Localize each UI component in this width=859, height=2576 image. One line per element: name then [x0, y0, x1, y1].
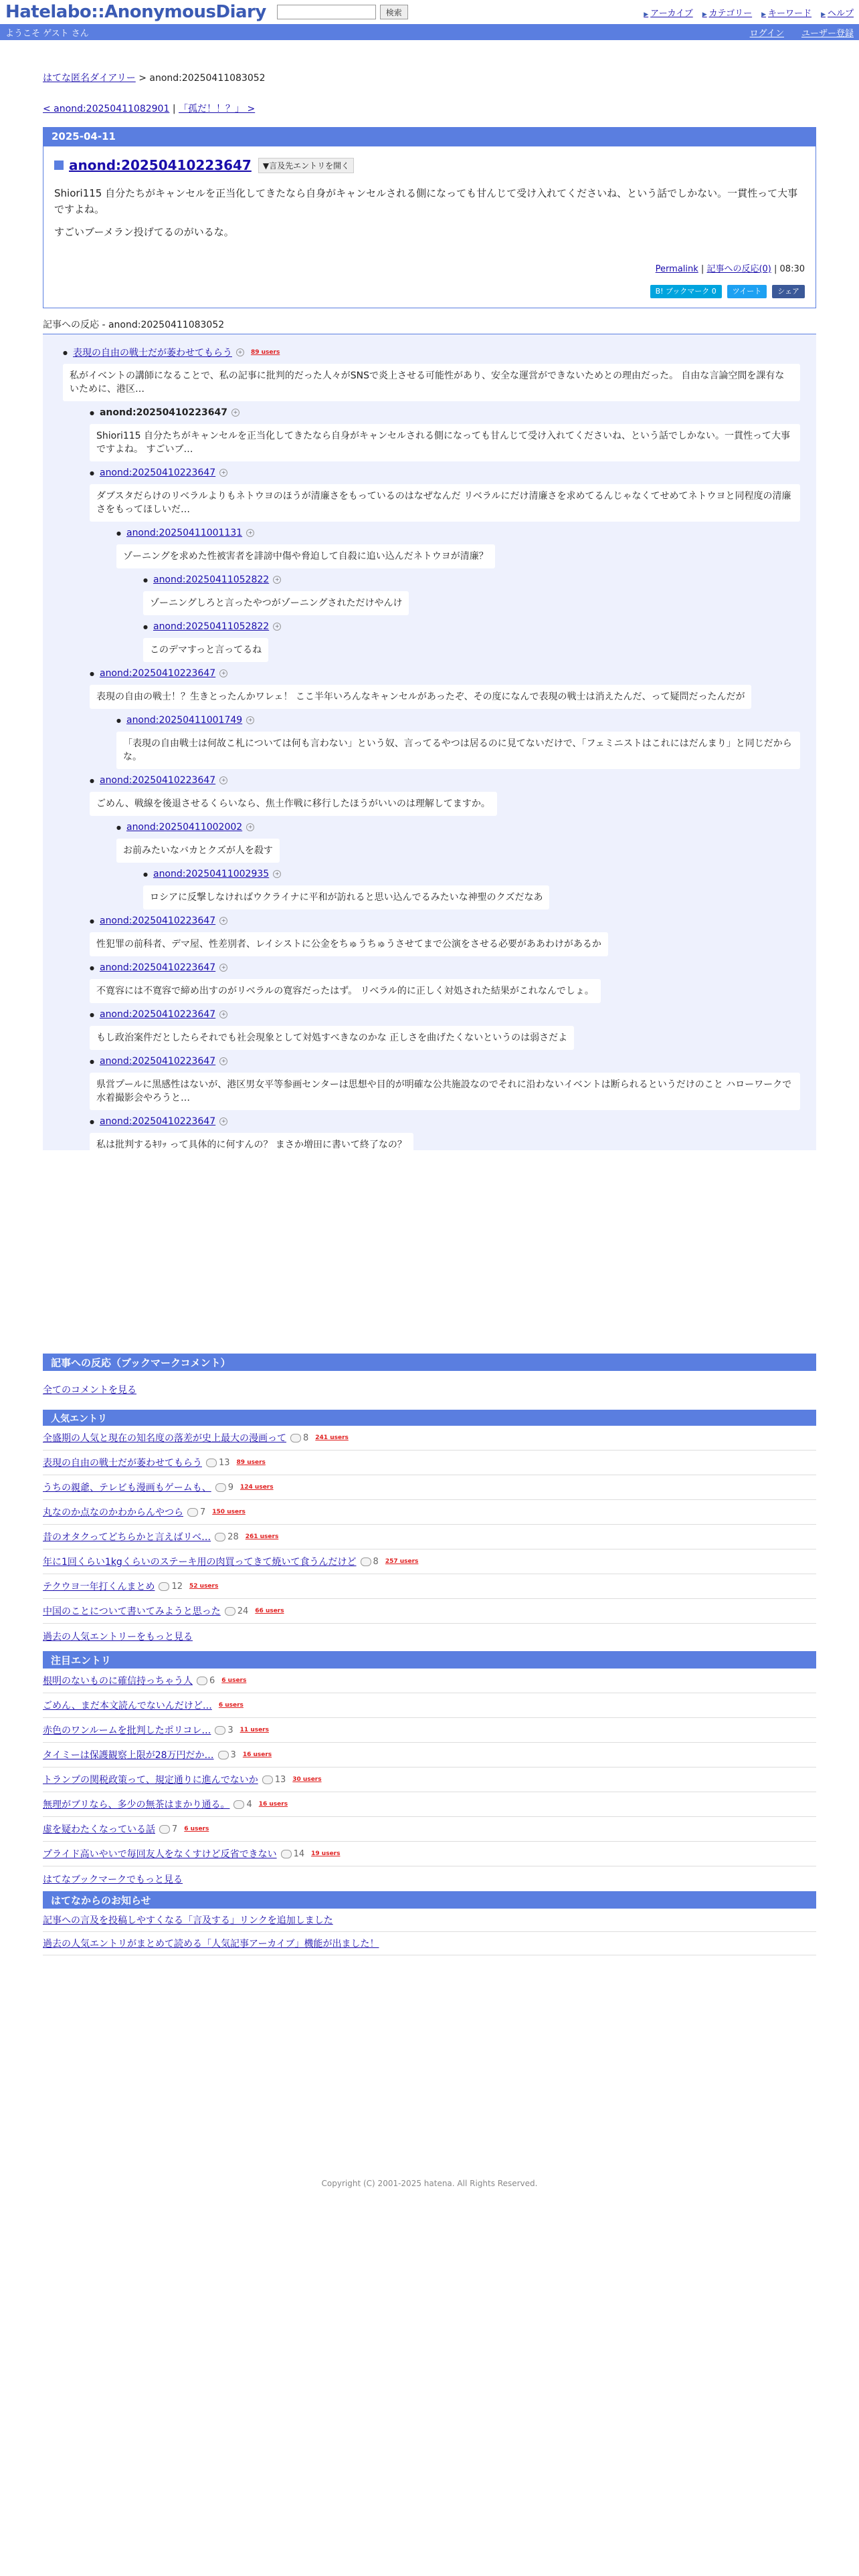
reaction-title[interactable]: ● anond:20250411002935	[153, 869, 270, 879]
comment-icon: 14	[281, 1849, 305, 1859]
reactions-label: 記事への反応 - anond:20250411083052	[43, 318, 816, 334]
breadcrumb	[43, 71, 816, 84]
users-badge[interactable]: 257 users	[385, 1558, 419, 1565]
reaction-item	[143, 619, 800, 662]
expand-icon[interactable]: +	[236, 348, 244, 356]
comment-icon: 28	[215, 1532, 239, 1542]
notable-title: 注目エントリ	[43, 1651, 816, 1669]
reaction-title[interactable]: ● anond:20250411001749	[126, 715, 243, 726]
users-badge[interactable]: 66 users	[255, 1608, 284, 1614]
site-header	[0, 0, 859, 24]
nav-category[interactable]: ▶ カテゴリー	[702, 6, 752, 19]
entry-list-item	[43, 1743, 816, 1767]
hatena-bookmark-button[interactable]: B! ブックマーク 0	[650, 285, 722, 298]
users-badge[interactable]: 52 users	[189, 1583, 219, 1590]
reaction-title[interactable]: ● anond:20250410223647	[99, 775, 216, 786]
reaction-title[interactable]: ● anond:20250411001131	[126, 528, 243, 538]
reaction-text: 私は批判するｷﾘｯ って具体的に何すんの？ まさか増田に書いて終了なの？	[90, 1133, 413, 1157]
reaction-title[interactable]: ● anond:20250410223647	[99, 962, 216, 973]
bookmark-section-title: 記事への反応（ブックマークコメント）	[43, 1354, 816, 1371]
nav-help[interactable]: ▶ ヘルプ	[821, 6, 854, 19]
reaction-item	[90, 465, 800, 522]
entry-body	[54, 185, 805, 240]
welcome-text: ようこそ ゲスト さん	[5, 28, 89, 39]
entry-link[interactable]: うちの親爺、テレビも漫画もゲームも、	[43, 1483, 211, 1493]
reaction-text: 性犯罪の前科者、デマ屋、性差別者、レイシストに公金をちゅうちゅうさせてまで公演をさせる必要がああわけがあるか	[90, 932, 608, 956]
reaction-text: 不寛容には不寛容で締め出すのがリベラルの寛容だったはず。 リベラル的に正しく対処された結果がこれなんでしょ。	[90, 979, 601, 1003]
comment-icon: 9	[215, 1483, 233, 1493]
reaction-item	[90, 773, 800, 816]
prev-next-nav	[43, 102, 816, 115]
notice-item[interactable]: 記事への言及を投稿しやすくなる「言及する」リンクを追加しました	[43, 1915, 333, 1926]
comment-icon: 4	[233, 1800, 252, 1810]
reaction-text: 「表現の自由戦士は何故こ札については何も言わない」という奴、言ってるやつは居るのに見てないだけで、「フェミニストはこれにはだんまり」と同じだからな。	[116, 732, 800, 769]
reaction-item	[143, 867, 800, 909]
reactions-tree	[43, 334, 816, 1150]
all-comments-link[interactable]: 全てのコメントを見る	[43, 1385, 136, 1396]
users-badge[interactable]: 89 users	[250, 349, 280, 356]
expand-icon[interactable]: +	[219, 1057, 227, 1065]
notice-title: はてなからのお知らせ	[43, 1891, 816, 1909]
users-badge[interactable]: 6 users	[221, 1677, 247, 1684]
comment-icon: 13	[206, 1458, 230, 1468]
footer-copyright: Copyright (C) 2001-2025 hatena. All Rights Reserved.	[321, 2179, 538, 2188]
expand-icon[interactable]: +	[273, 870, 281, 878]
users-badge[interactable]: 6 users	[218, 1702, 244, 1709]
reaction-item	[116, 820, 800, 863]
users-badge[interactable]: 30 users	[292, 1776, 322, 1783]
notice-list	[43, 1909, 816, 1955]
facebook-button[interactable]: シェア	[772, 285, 805, 298]
entry-date: 2025-04-11	[43, 128, 816, 146]
entry-panel	[43, 127, 816, 308]
users-badge[interactable]: 261 users	[245, 1533, 279, 1540]
comment-icon: 24	[225, 1606, 249, 1616]
entry-list-item	[43, 1693, 816, 1718]
expand-icon[interactable]: +	[246, 716, 254, 724]
reaction-item	[143, 572, 800, 615]
reaction-text: ダブスタだらけのリベラルよりもネトウヨのほうが清廉さをもっているのはなぜなんだ リベラルにだけ清廉さを求めてるんじゃなくてせめてネトウヨと同程度の清廉さをもってほしいだ…	[90, 484, 800, 522]
next-entry-link[interactable]: 「孤だ！！？」 >	[179, 104, 256, 114]
entry-link[interactable]: テクウヨ一年打くんまとめ	[43, 1582, 155, 1592]
nav-keyword[interactable]: ▶ キーワード	[761, 6, 812, 19]
reaction-title[interactable]: ● 表現の自由の戦士だが萎わせてもらう	[72, 348, 232, 358]
popular-list	[43, 1426, 816, 1624]
user-bar	[0, 24, 859, 40]
expand-icon[interactable]: +	[219, 1117, 227, 1125]
breadcrumb-home[interactable]: はてな匿名ダイアリー	[43, 73, 136, 84]
entry-list-item	[43, 1718, 816, 1743]
expand-icon[interactable]: +	[219, 1010, 227, 1018]
expand-icon[interactable]: +	[219, 964, 227, 972]
search-input[interactable]	[277, 5, 376, 19]
expand-icon[interactable]: +	[273, 623, 281, 631]
entry-link[interactable]: 赤色のワンルームを批判したポリコレ…	[43, 1725, 211, 1736]
popular-title: 人気エントリ	[43, 1410, 816, 1426]
users-badge[interactable]: 11 users	[240, 1727, 269, 1733]
entry-list-item	[43, 1599, 816, 1624]
reaction-item	[63, 345, 800, 401]
expand-icon[interactable]: +	[219, 776, 227, 784]
entry-list-item	[43, 1574, 816, 1599]
expand-icon[interactable]: +	[219, 469, 227, 477]
share-buttons	[54, 285, 805, 298]
users-badge[interactable]: 124 users	[240, 1484, 274, 1491]
entry-link[interactable]: プライド高いやいで毎回友人をなくすけど反省できない	[43, 1849, 277, 1860]
entry-list-item	[43, 1767, 816, 1792]
entry-link[interactable]: 全盛期の人気と現在の知名度の落差が史上最大の漫画って	[43, 1433, 286, 1444]
popular-more-link[interactable]: 過去の人気エントリーをもっと見る	[43, 1631, 193, 1642]
reaction-title[interactable]: ● anond:20250410223647	[99, 916, 216, 926]
reaction-item	[90, 666, 800, 709]
comment-icon: 7	[187, 1507, 205, 1517]
entry-link[interactable]: タイミーは保護観察上限が28万円だか…	[43, 1750, 214, 1761]
open-reference-button[interactable]: ▼言及先エントリを開く	[258, 158, 354, 173]
reaction-title: ● anond:20250410223647	[99, 407, 227, 418]
reaction-item	[90, 1007, 800, 1050]
reaction-text: 表現の自由の戦士！？生きとったんかワレェ！ ここ半年いろんなキャンセルがあったぞ、その度になんで表現の戦士は消えたんだ、って疑問だったんだが	[90, 685, 751, 709]
users-badge[interactable]: 89 users	[236, 1459, 266, 1466]
entry-list-item	[43, 1817, 816, 1842]
reaction-title[interactable]: ● anond:20250410223647	[99, 1056, 216, 1067]
users-badge[interactable]: 16 users	[242, 1751, 272, 1758]
permalink[interactable]: Permalink	[655, 264, 698, 274]
notice-item[interactable]: 過去の人気エントリがまとめて読める「人気記事アーカイブ」機能が出ました！	[43, 1939, 379, 1949]
reaction-title[interactable]: ● anond:20250410223647	[99, 1009, 216, 1020]
entry-list-item	[43, 1525, 816, 1549]
entry-meta: Permalink | 記事への反応(0) | 08:30	[655, 264, 805, 274]
entry-link[interactable]: トランプの関税政策って、規定通りに進んでないか	[43, 1775, 258, 1786]
entry-link[interactable]: 丸なのか点なのかわからんやつら	[43, 1507, 183, 1518]
reaction-title[interactable]: ● anond:20250411052822	[153, 621, 270, 632]
entry-list-item	[43, 1842, 816, 1866]
expand-icon[interactable]: +	[219, 917, 227, 925]
comment-icon: 13	[262, 1775, 286, 1785]
entry-link[interactable]: 年に1回くらい1kgくらいのステーキ用の肉買ってきて焼いて食うんだけど	[43, 1557, 357, 1568]
users-badge[interactable]: 6 users	[184, 1826, 209, 1832]
entry-list-item	[43, 1669, 816, 1693]
reaction-text: 私がイベントの講師になることで、私の記事に批判的だった人々がSNSで炎上させる可能性があり、安全な運営ができないためとの理由だった。 自由な言論空間を課有ないために、港区…	[63, 364, 800, 401]
comment-icon: 3	[218, 1750, 236, 1760]
expand-icon[interactable]: +	[246, 529, 254, 537]
comment-icon: 7	[159, 1824, 177, 1834]
reaction-text: ロシアに反撃しなければウクライナに平和が訪れると思い込んでるみたいな神聖のクズだなあ	[143, 885, 549, 909]
reaction-item	[90, 405, 800, 461]
entry-list-item	[43, 1500, 816, 1525]
reaction-text: ごめん、戦線を後退させるくらいなら、焦土作戦に移行したほうがいいのは理解してますか。	[90, 792, 497, 816]
breadcrumb-current: anond:20250411083052	[149, 73, 266, 84]
reaction-text: ゾーニングを求めた性被害者を誹謗中傷や脅迫して自殺に追い込んだネトウヨが清廉？	[116, 544, 495, 568]
comment-icon: 3	[215, 1725, 233, 1735]
login-link[interactable]: ログイン	[749, 28, 784, 39]
comment-icon: 6	[197, 1676, 215, 1686]
users-badge[interactable]: 19 users	[311, 1850, 341, 1857]
entry-link[interactable]: 虚を疑わたくなっている話	[43, 1824, 155, 1835]
users-badge[interactable]: 150 users	[212, 1509, 246, 1515]
users-badge[interactable]: 16 users	[258, 1801, 288, 1808]
entry-link[interactable]: ごめん、まだ本文読んでないんだけど…	[43, 1701, 212, 1711]
site-logo[interactable]: Hatelabo::AnonymousDiary	[5, 2, 266, 22]
users-badge[interactable]: 241 users	[315, 1434, 349, 1441]
register-link[interactable]: ユーザー登録	[801, 28, 854, 39]
reaction-item	[116, 713, 800, 769]
reaction-title[interactable]: ● anond:20250410223647	[99, 467, 216, 478]
main-content	[43, 71, 816, 2188]
prev-entry-link[interactable]: < anond:20250411082901	[43, 104, 170, 114]
entry-list-item	[43, 1426, 816, 1451]
reaction-title[interactable]: ● anond:20250411052822	[153, 574, 270, 585]
entry-paragraph: Shiori115 自分たちがキャンセルを正当化してきたなら自身がキャンセルされる側になっても甘んじて受け入れてくださいね、という話でしかない。一貫性って大事ですよね。	[54, 187, 798, 215]
reaction-text: お前みたいなバカとクズが人を殺す	[116, 839, 280, 863]
entry-link[interactable]: 表現の自由の戦士だが萎わせてもらう	[43, 1458, 202, 1469]
entry-list-item	[43, 1475, 816, 1500]
reaction-title[interactable]: ● anond:20250410223647	[99, 668, 216, 679]
reaction-text: ゾーニングしろと言ったやつがゾーニングされただけやんけ	[143, 591, 409, 615]
entry-link[interactable]: 根明のないものに確信持っちゃう人	[43, 1676, 193, 1687]
nav-archive[interactable]: ▶ アーカイブ	[644, 6, 693, 19]
entry-time: 08:30	[779, 264, 805, 274]
entry-link[interactable]: 中国のことについて書いてみようと思った	[43, 1606, 221, 1617]
notable-list	[43, 1669, 816, 1866]
square-icon	[54, 160, 64, 170]
reaction-title[interactable]: ● anond:20250411002002	[126, 822, 243, 833]
reaction-text: 県営プールに黒感性はないが、港区男女平等参画センターは思想や目的が明確な公共施設なのでそれに沿わないイベントは断られるというだけのこと ハローワークで水着撮影会やろうと…	[90, 1073, 800, 1110]
reaction-item	[116, 526, 800, 568]
comment-icon: 8	[290, 1433, 308, 1443]
comment-icon: 12	[159, 1582, 183, 1592]
reaction-text: もし政治案件だとしたらそれでも社会現象として対処すべきなのかな 正しさを曲げたくないというのは弱さだよ	[90, 1026, 574, 1050]
reaction-text: このデマすっと言ってるね	[143, 638, 268, 662]
reaction-text: Shiori115 自分たちがキャンセルを正当化してきたなら自身がキャンセルされる側になっても甘んじて受け入れてくださいね、という話でしかない。一貫性って大事ですよね。 すごいブ…	[90, 424, 800, 461]
entry-title[interactable]: anond:20250410223647	[69, 157, 252, 173]
expand-icon[interactable]: +	[273, 576, 281, 584]
entry-link[interactable]: 昔のオタクってどちらかと言えばリベ…	[43, 1532, 211, 1543]
reaction-item	[90, 960, 800, 1003]
reaction-title[interactable]: ● anond:20250410223647	[99, 1116, 216, 1127]
prevnext-sep: |	[169, 104, 179, 114]
notable-more-link[interactable]: はてなブックマークでもっと見る	[43, 1874, 183, 1885]
comment-icon: 8	[361, 1557, 379, 1567]
reaction-item	[90, 1054, 800, 1110]
search-button[interactable]: 検索	[380, 5, 408, 19]
entry-list-item	[43, 1451, 816, 1475]
twitter-button[interactable]: ツイート	[727, 285, 767, 298]
expand-icon[interactable]: +	[219, 669, 227, 677]
reactions-link[interactable]: 記事への反応(0)	[706, 264, 771, 274]
breadcrumb-sep: >	[135, 73, 150, 84]
entry-list-item	[43, 1549, 816, 1574]
entry-paragraph: すごいブーメラン投げてるのがいるな。	[54, 226, 234, 238]
top-nav	[644, 6, 854, 19]
expand-icon[interactable]: +	[246, 823, 254, 831]
expand-icon[interactable]: +	[231, 409, 240, 417]
reaction-item	[90, 914, 800, 956]
entry-list-item	[43, 1792, 816, 1817]
entry-link[interactable]: 無理がブリなら、多少の無茶はまかり通る。	[43, 1800, 230, 1810]
